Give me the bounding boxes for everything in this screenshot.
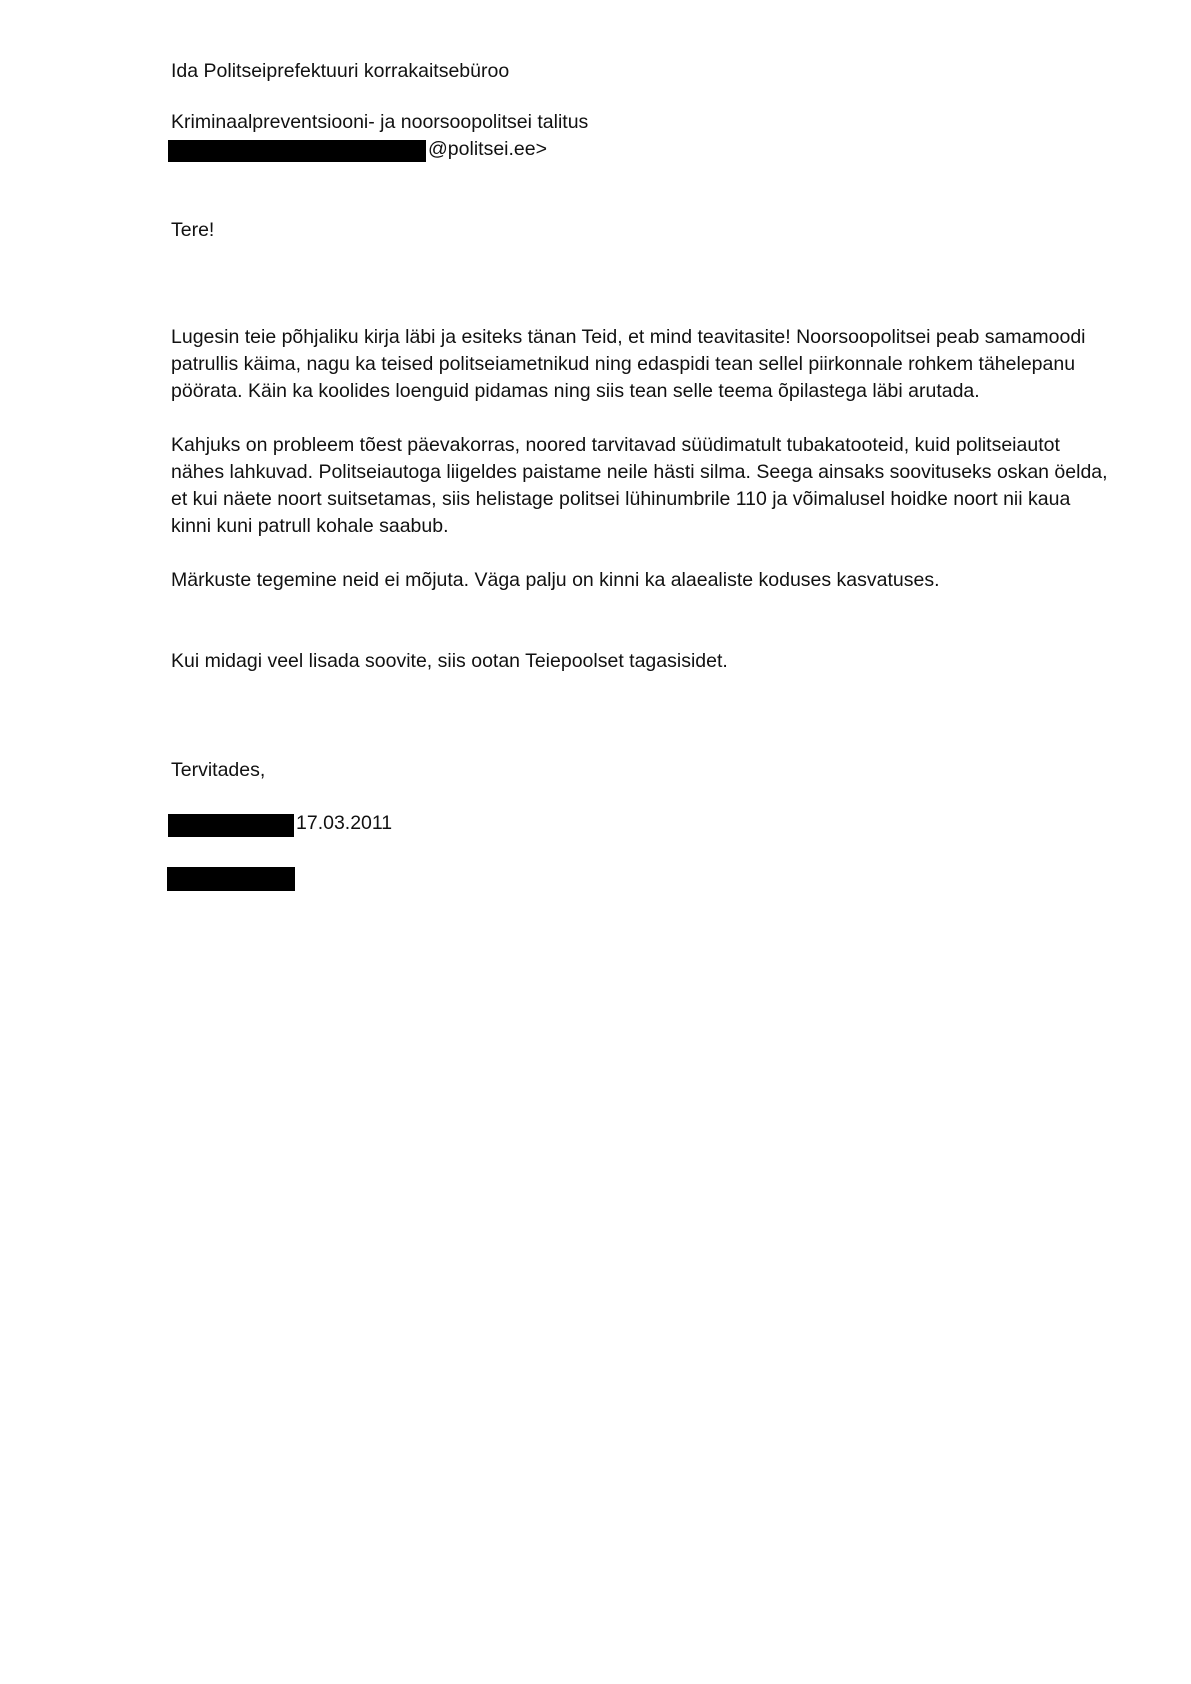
paragraph-2 [171, 432, 1131, 540]
paragraph-1-line: Lugesin teie põhjaliku kirja läbi ja esiteks tänan Teid, et mind teavitasite! Noorsoopolitsei peab samamoodi [171, 326, 1086, 348]
redacted-email-username [168, 140, 426, 162]
paragraph-1 [171, 324, 1131, 405]
paragraph-2-line: nähes lahkuvad. Politseiautoga liigeldes paistame neile hästi silma. Seega ainsaks soovituseks oskan öelda, [171, 461, 1108, 483]
paragraph-1-line: pöörata. Käin ka koolides loenguid pidamas ning siis tean selle teema õpilastega läbi arutada. [171, 380, 980, 402]
paragraph-3: Märkuste tegemine neid ei mõjuta. Väga palju on kinni ka alaealiste koduses kasvatuses. [171, 569, 940, 591]
department-name: Ida Politseiprefektuuri korrakaitsebüroo [171, 60, 510, 82]
redacted-signatory-title [167, 867, 295, 891]
paragraph-2-line: et kui näete noort suitsetamas, siis helistage politsei lühinumbrile 110 ja võimalusel hoidke noort nii kaua [171, 488, 1071, 510]
paragraph-2-line: kinni kuni patrull kohale saabub. [171, 515, 449, 537]
division-name: Kriminaalpreventsiooni- ja noorsoopolitsei talitus [171, 111, 589, 133]
paragraph-4: Kui midagi veel lisada soovite, siis ootan Teiepoolset tagasisidet. [171, 650, 728, 672]
paragraph-1-line: patrullis käima, nagu ka teised politseiametnikud ning edaspidi tean sellel piirkonnale rohkem tähelepanu [171, 353, 1076, 375]
redacted-signatory-name [168, 814, 294, 837]
paragraph-2-line: Kahjuks on probleem tõest päevakorras, noored tarvitavad süüdimatult tubakatooteid, kuid politseiautot [171, 434, 1060, 456]
email-suffix: @politsei.ee> [428, 138, 547, 160]
letter-date: 17.03.2011 [296, 812, 393, 834]
closing: Tervitades, [171, 759, 266, 781]
greeting: Tere! [171, 219, 215, 241]
